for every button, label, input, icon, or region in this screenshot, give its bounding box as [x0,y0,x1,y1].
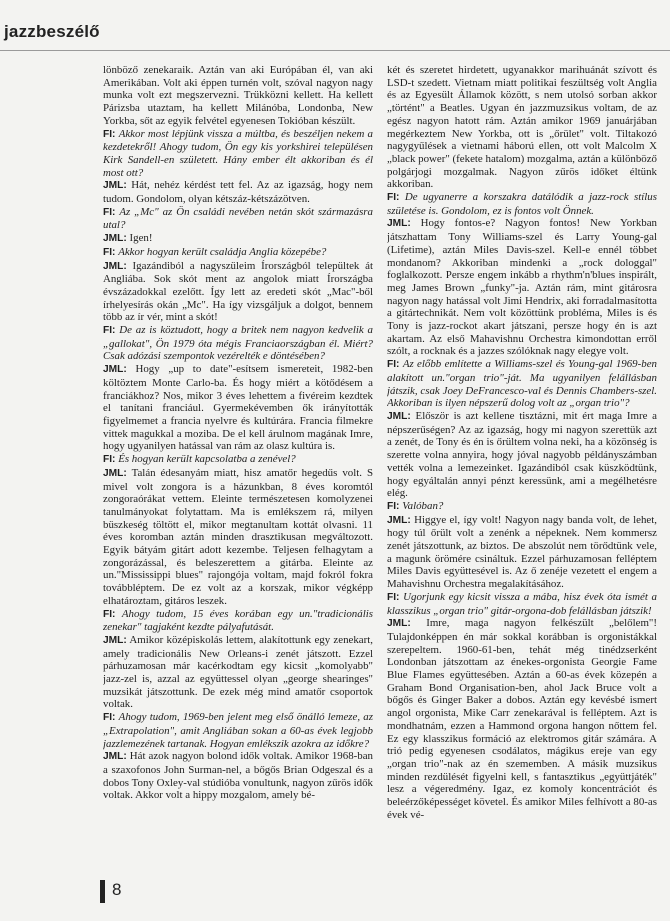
interview-paragraph [387,500,657,514]
speaker-label: JML: [103,180,127,192]
interview-paragraph [103,363,373,453]
question-text: Ahogy tudom, 1969-ben jelent meg első önálló lemeze, az „Extrapolation", amit Angliában sokan a 60-as évek legjobb jazzlemezének tartanak. Hogyan emlékszik azokra az időkre? [103,711,373,750]
speaker-label: JML: [387,618,411,630]
speaker-label: JML: [103,233,127,245]
question-text: Az „Mc" az Ön családi nevében netán skót származásra utal? [103,205,373,232]
interview-paragraph [387,217,657,358]
speaker-label: JML: [387,410,411,422]
speaker-label: FI: [103,325,116,337]
speaker-label: JML: [103,751,127,763]
answer-text: Imre, maga nagyon felkészült „belőlem"! Tulajdonképpen én már sokkal korábban is orgonistákkal szerepeltem. 1960-61-ben, tehát még tinédzserként Londonban játszottam az énekes-orgonista Georgie Fame Blue Flames együttesében. Aztán a 60-as évek közepén a Graham Bond Organisation-ben, ahol Jack Bruce volt a bőgős és Ginger Baker a dobos. Aztán egy kevésbé ismert angol orgonista, Mike Carr zenekarával is felléptem. Azt is mondhatnám, ezzen a Hammond orgona hangon nőttem fel. Ez egy klasszikus formáció az elektromos gitár számára. A trió pedig egyenesen csodálatos, mágikus ereje van egy „organ trio"-nak az én szememben. A másik muzsikus minden rezdülését figyelni kell, s fantasztikus „együttjáték" lesz a végeredmény. Igaz, ez komoly koncentrációt és beleérzőképességet követel. És amikor Miles felhívott a 80-as évek vé- [387,617,657,821]
answer-text: Hát, nehéz kérdést tett fel. Az az igazság, hogy nem tudom. Gondolom, olyan kétszáz-kétszázötven. [103,179,373,206]
interview-paragraph [103,128,373,180]
answer-text: Higgye el, így volt! Nagyon nagy banda volt, de lehet, hogy túl őrült volt a zenénk a népeknek. Nem kommersz zenét játszottunk, az biztos. De abszolút nem törődtünk vele, a magunk örömére csináltuk. Ezzel párhuzamosan felléptem Miles Davis együttesével is. Az ő zenéje vezetett el engem a Mahavishnu Orchestra megalakításához. [387,513,657,591]
magazine-section-title: jazzbeszélő [4,22,100,41]
question-text: Akkor most lépjünk vissza a múltba, és beszéljen nekem a kezdetekről! Ahogy tudom, Ön egy kis yorkshirei településen Kirk Sandell-en született. Hány ember élt akkoriban és él most ott? [103,127,373,179]
interview-paragraph [387,514,657,591]
interview-paragraph [387,191,657,217]
interview-paragraph [103,608,373,634]
article-body [103,64,657,876]
speaker-label: JML: [103,260,127,272]
answer-text: Igazándiból a nagyszüleim Írországból települtek át Angliába. Sok skót ment az angolok miatt Írországba évszázadokkal ezelőtt. Így lett az eredeti skót „Mac"-ből írhelyesírás okán „Mc". Ha így vizsgáljuk a dolgot, bennem több az ír vér, mint a skót! [103,259,373,324]
article-column-left [103,64,373,876]
speaker-label: FI: [103,608,116,620]
speaker-label: JML: [387,218,411,230]
interview-paragraph [103,324,373,363]
speaker-label: FI: [103,454,116,466]
article-column-right [387,64,657,876]
question-text: De ugyanerre a korszakra datálódik a jazz-rock stílus születése is. Gondolom, ez is fontos volt Önnek. [387,191,657,217]
question-text: Az előbb említette a Williams-szel és Young-gal 1969-ben alakított un."organ trio"-ját. Ma ugyanilyen felállásban játszik, csak Joey DeFrancesco-val és Dennis Chambers-szel. Akkoriban is ilyen népszerű dolog volt az „organ trio"? [387,358,657,410]
answer-text: Hogy fontos-e? Nagyon fontos! New Yorkban játszhattam Tony Williams-szel és Larry Young-gal (Lifetime), aztán Miles Davis-szel. Kell-e ennél többet mondanom? Akkoriban mindenki a „rock dologgal" foglalkozott. Persze engem inkább a rhythm'n'blues inspirált, meg James Brown „funky"-ja. Aztán rám, mint gitárosra nagyon nagy hatással volt Jimi Hendrix, aki forradalmasította a gitártechnikát. Nem volt közöttünk probléma, Miles is és Tony is jazz-rockot akart játszani, persze hogy én is azt akartam. Az első Mahavishnu Orchestra kimondottan erről szólt, a rocknak és a jazzes szólóknak nagy elegye volt. [387,217,657,358]
speaker-label: JML: [387,514,411,526]
interview-paragraph [387,591,657,617]
interview-paragraph [103,711,373,750]
answer-text: Igen! [129,232,153,245]
speaker-label: FI: [387,192,400,204]
interview-paragraph [387,358,657,410]
question-text: Valóban? [402,499,444,512]
answer-text: két és szeretet hirdetett, ugyanakkor marihuánát szívott és LSD-t szedett. Vietnam miatt politikai feszültség volt Anglia és az Egyesült Államok között, s nem utolsó sorban akkor „történt" a Beatles. Ugyan én jazzmuzsikus voltam, de az egész nagyon hatott rám. Aztán amikor 1969 januárjában megérkeztem New Yorkba, ott is „őrület" volt. Tiltakozó nagygyűlések a vietnami háború ellen, ott volt Malcolm X „black power" (fekete hatalom) mozgalma, aztán a különböző polgárjogi mozgalmak. Nagyon zűrös időket éltünk akkoriban. [387,64,657,191]
question-text: Ugorjunk egy kicsit vissza a mába, hisz évek óta ismét a klasszikus „organ trio" gitár-orgona-dob felállásban játszik! [387,590,657,617]
question-text: Akkor hogyan került családja Anglia közepébe? [118,245,327,258]
speaker-label: FI: [103,246,116,258]
speaker-label: JML: [103,467,127,479]
interview-paragraph [103,260,373,325]
header-rule [0,50,670,51]
interview-paragraph [103,206,373,232]
interview-paragraph [103,750,373,802]
interview-paragraph [103,64,373,128]
answer-text: Amikor középiskolás lettem, alakítottunk egy zenekart, amely tradicionális New Orleans-i zenét játszott. Ezzel párhuzamosan már kacérkodtam egy kicsit „komolyabb" jazz-zel is, azzal az együttessel olyan „george shearinges" muzsikát játszottunk. De ezek még mind amatőr csoportok voltak. [103,633,373,711]
interview-paragraph [103,634,373,711]
answer-text: Hogy „up to date"-esítsem ismereteit, 1982-ben költöztem Monte Carlo-ba. És hogy miért a kötődésem a franciákhoz? Nos, mikor 3 éves lehettem a fivéreim kezdtek el tanítani franciául. Gyermekévemben ők irányították figyelmemet a francia nyelvre és kultúrára. Francia filmekre vittek magukkal a moziba. De el kell árulnom magának Imre, hogy ugyanilyen hatással van rám az olasz kultúra is. [103,363,373,453]
speaker-label: JML: [103,364,127,376]
answer-text: Talán édesanyám miatt, hisz amatőr hegedűs volt. S mivel volt zongora is a házunkban, 8 éves koromtól zongoraórákat vettem. Eleinte természetesen komolyzenei tanulmányokat folytattam. Ma is emlékszem rá, milyen büszkeség töltött el, mikor megtanultam kottát olvasni. 11 éves koromban aztán minden drasztikusan megváltozott. Egyik bátyám gitárt adott kezembe. Teljesen felhagytam a zongorázással, és beleszerettem a gitárba. Eleinte az un."Mississippi blues" rajongója voltam, majd fokról fokra továbbléptem. De ez volt az a korszak, mikor végképp elhatároztam, gitáros leszek. [103,466,373,607]
page-number-bar [100,880,105,903]
question-text: Ahogy tudom, 15 éves korában egy un."tradicionális zenekar" tagjaként kezdte pályafutását. [103,607,373,634]
answer-text: Először is azt kellene tisztázni, mit ért maga Imre a népszerűségen? Az az igazság, hogy mi nagyon szerettük azt a zenét, de Tony és én is őrültem volna neki, ha a közönség is szerette volna annyira, hogy jóval nagyobb példányszámban vették volna a lemezeinket. Igazándiból csak küszködtünk, hogy egyáltalán annyi pénzt keressünk, ami a megélhetésre elég. [387,409,657,500]
interview-paragraph [103,179,373,205]
interview-paragraph [103,453,373,467]
speaker-label: FI: [103,128,116,140]
answer-text: Hát azok nagyon bolond idők voltak. Amikor 1968-ban a szaxofonos John Surman-nel, a bőgős Brian Odgeszal és a dobos Tony Oxley-val stúdióba vonultunk, nagyon zűrös idők voltak. Akkor volt a hippy mozgalom, amely bé- [103,750,373,802]
speaker-label: FI: [387,591,400,603]
question-text: És hogyan került kapcsolatba a zenével? [118,453,296,466]
interview-paragraph [103,467,373,608]
interview-paragraph [387,617,657,821]
speaker-label: FI: [103,712,116,724]
speaker-label: FI: [103,206,116,218]
interview-paragraph [103,246,373,260]
question-text: De az is köztudott, hogy a britek nem nagyon kedvelik a „gallokat", Ön 1979 óta mégis Franciaországban él. Miért? Csak adózási szempontok vezérelték e döntésében? [103,324,373,363]
answer-text: lönböző zenekaraik. Aztán van aki Európában él, van aki Amerikában. Volt aki éppen turnén volt, szóval nagyon nagy munka volt ezt megszervezni. Trükközni kellett. Ha kellett Párizsba utaztam, ha kellett Milánóba, Londonba, New Yorkba, sőt az egyik felvétel egyenesen Tokióban készült. [103,64,373,127]
speaker-label: FI: [387,359,400,371]
speaker-label: JML: [103,634,127,646]
interview-paragraph [103,232,373,246]
page-number: 8 [112,880,122,899]
speaker-label: FI: [387,500,400,512]
interview-paragraph [387,410,657,500]
interview-paragraph [387,64,657,191]
